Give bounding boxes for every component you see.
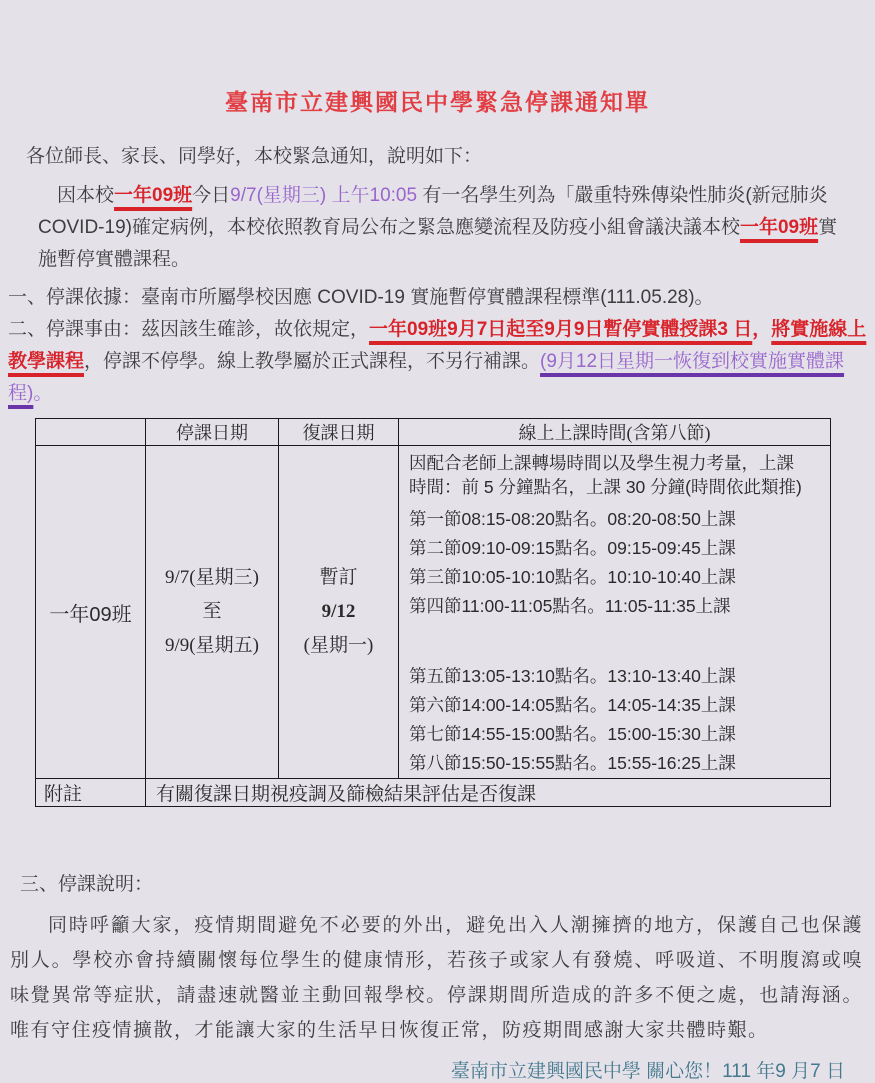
item-suspension-basis: 一、停課依據：臺南市所屬學校因應 COVID-19 實施暫停實體課程標準(111.05.28)。 <box>8 287 714 308</box>
suspend-date-start: 9/7(星期三) <box>165 567 259 588</box>
cell-suspend-dates <box>146 446 279 779</box>
schedule-period-5: 第五節13:05-13:10點名。13:10-13:40上課 <box>409 666 736 686</box>
table-note-row <box>36 779 831 807</box>
time-highlight: 9/7(星期三) 上午10:05 <box>230 185 418 206</box>
header-class <box>36 419 146 446</box>
reason-text-2: ，停課不停學。線上教學屬於正式課程，不另行補課。 <box>84 351 541 372</box>
schedule-intro-line-2: 時間：前 5 分鐘點名，上課 30 分鐘(時間依此類推) <box>409 477 802 497</box>
signature-line: 臺南市立建興國民中學 關心您！111 年9 月7 日 <box>450 1061 845 1082</box>
resume-tentative: 暫訂 <box>319 567 358 588</box>
page-title: 臺南市立建興國民中學緊急停課通知單 <box>225 89 650 115</box>
resume-weekday: (星期一) <box>303 635 374 656</box>
paragraph-intro <box>0 180 875 276</box>
reason-period: 。 <box>33 383 53 404</box>
intro-text-4: 實施暫停實體課程。 <box>38 217 838 270</box>
schedule-period-2: 第二節09:10-09:15點名。09:15-09:45上課 <box>409 538 736 558</box>
reason-highlight-online: 將實施線上教學課程 <box>8 319 867 372</box>
note-text: 有關復課日期視疫調及篩檢結果評估是否復課 <box>146 779 831 807</box>
schedule-lunch-gap <box>409 621 820 662</box>
table-header-row <box>36 419 831 446</box>
reason-text-1: 二、停課事由：茲因該生確診，故依規定， <box>8 319 370 340</box>
greeting-line: 各位師長、家長、同學好，本校緊急通知，說明如下： <box>26 146 483 167</box>
schedule-period-7: 第七節14:55-15:00點名。15:00-15:30上課 <box>409 724 736 744</box>
note-label: 附註 <box>36 779 146 807</box>
suspension-table <box>35 418 831 807</box>
schedule-period-6: 第六節14:00-14:05點名。14:05-14:35上課 <box>409 695 736 715</box>
suspend-date-end: 9/9(星期五) <box>165 635 259 656</box>
suspend-date-to: 至 <box>202 601 222 622</box>
section-three-body: 同時呼籲大家，疫情期間避免不必要的外出，避免出入人潮擁擠的地方，保護自己也保護別人。學校亦會持續關懷每位學生的健康情形，若孩子或家人有發燒、呼吸道、不明腹瀉或嗅味覺異常等症狀，請盡速就醫並主動回報學校。停課期間所造成的許多不便之處，也請海涵。唯有守住疫情擴散，才能讓大家的生活早日恢復正常，防疫期間感謝大家共體時艱。 <box>10 915 863 1041</box>
reason-red-comma: ， <box>752 319 772 340</box>
schedule-period-3: 第三節10:05-10:10點名。10:10-10:40上課 <box>409 567 736 587</box>
cell-class-name: 一年09班 <box>36 446 146 779</box>
section-three-heading: 三、停課說明： <box>20 874 154 895</box>
table-row <box>36 446 831 779</box>
reason-resume-note: (9月12日星期一恢復到校實施實體課程) <box>8 351 845 404</box>
class-highlight-1: 一年09班 <box>114 185 193 206</box>
item-suspension-reason <box>0 314 875 410</box>
reason-highlight-dates: 一年09班9月7日起至9月9日暫停實體授課3 日 <box>369 319 753 340</box>
resume-date: 9/12 <box>321 601 356 622</box>
header-resume-date: 復課日期 <box>279 419 399 446</box>
header-online-time: 線上上課時間(含第八節) <box>399 419 831 446</box>
cell-online-schedule <box>399 446 831 779</box>
schedule-period-4: 第四節11:00-11:05點名。11:05-11:35上課 <box>409 596 731 616</box>
intro-text-1: 因本校 <box>57 185 115 206</box>
cell-resume-date <box>279 446 399 779</box>
schedule-intro-line-1: 因配合老師上課轉場時間以及學生視力考量，上課 <box>409 453 794 473</box>
header-suspend-date: 停課日期 <box>146 419 279 446</box>
schedule-period-8: 第八節15:50-15:55點名。15:55-16:25上課 <box>409 753 736 773</box>
intro-text-2: 今日 <box>192 185 231 206</box>
class-highlight-2: 一年09班 <box>739 217 819 238</box>
intro-text-3: 有一名學生列為「嚴重特殊傳染性肺炎(新冠肺炎COVID-19)確定病例，本校依照教育局公布之緊急應變流程及防疫小組會議決議本校 <box>38 185 828 238</box>
schedule-period-1: 第一節08:15-08:20點名。08:20-08:50上課 <box>409 509 736 529</box>
